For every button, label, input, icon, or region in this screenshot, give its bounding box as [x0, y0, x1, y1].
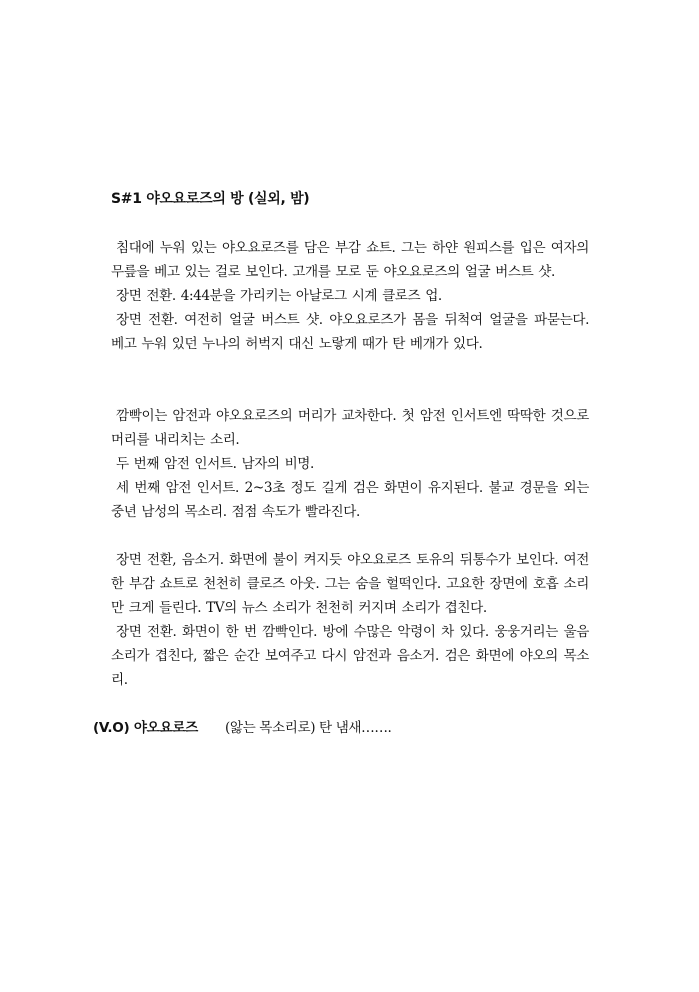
character-name: (V.O) 야오요로즈	[93, 720, 199, 736]
action-block-3	[111, 548, 589, 692]
action-paragraph: 침대에 누워 있는 야오요로즈를 담은 부감 쇼트. 그는 하얀 원피스를 입은 여자의 무릎을 베고 있는 걸로 보인다. 고개를 모로 둔 야오요로즈의 얼굴 버스트 샷.	[111, 240, 589, 280]
dialogue-line	[93, 716, 391, 736]
action-paragraph: 깜빡이는 암전과 야오요로즈의 머리가 교차한다. 첫 암전 인서트엔 딱딱한 것으로 머리를 내리치는 소리.	[111, 408, 589, 448]
action-paragraph: 세 번째 암전 인서트. 2~3초 정도 길게 검은 화면이 유지된다. 불교 경문을 외는 중년 남성의 목소리. 점점 속도가 빨라진다.	[111, 480, 589, 520]
action-paragraph: 장면 전환. 4:44분을 가리키는 아날로그 시계 클로즈 업.	[116, 288, 442, 304]
action-paragraph: 장면 전환, 음소거. 화면에 불이 켜지듯 야오요로즈 토유의 뒤통수가 보인다. 여전한 부감 쇼트로 천천히 클로즈 아웃. 그는 숨을 헐떡인다. 고요한 장면에 호흡 소리만 크게 들린다. TV의 뉴스 소리가 천천히 커지며 소리가 겹친다.	[111, 552, 589, 616]
action-block-1	[111, 236, 589, 356]
action-block-2	[111, 404, 589, 524]
scene-heading: S#1 야오요로즈의 방 (실외, 밤)	[111, 191, 310, 207]
action-paragraph: 두 번째 암전 인서트. 남자의 비명.	[116, 456, 314, 472]
action-paragraph: 장면 전환. 여전히 얼굴 버스트 샷. 야오요로즈가 몸을 뒤척여 얼굴을 파묻는다. 베고 누워 있던 누나의 허벅지 대신 노랗게 때가 탄 베개가 있다.	[111, 312, 589, 352]
action-paragraph: 장면 전환. 화면이 한 번 깜빡인다. 방에 수많은 악령이 차 있다. 웅웅거리는 울음소리가 겹친다, 짧은 순간 보여주고 다시 암전과 음소거. 검은 화면에 야오의 목소리.	[111, 624, 589, 688]
dialogue-text: (앓는 목소리로) 탄 냄새…….	[225, 720, 392, 736]
